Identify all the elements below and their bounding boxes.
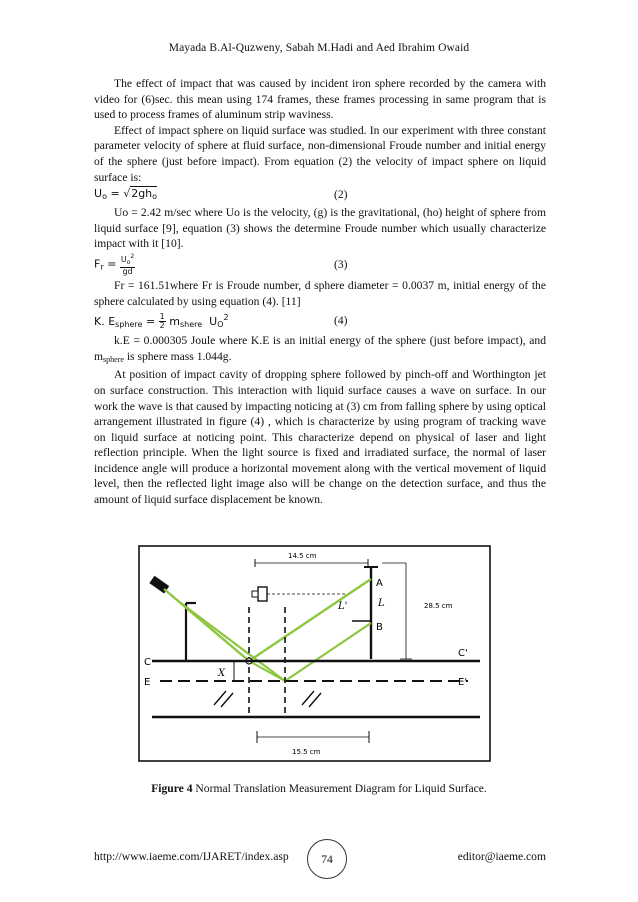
paragraph-4: Fr = 161.51where Fr is Froude number, d sphere diameter = 0.0037 m, initial energy of the sphere calculated by using equation (4). [11]	[94, 278, 546, 308]
eq2-lhs-sub: o	[102, 191, 107, 201]
label-C-prime: C'	[458, 648, 468, 659]
eq2-equals: =	[106, 186, 124, 200]
eq4-den: 2	[159, 321, 165, 331]
eq2-lhs: U	[94, 186, 103, 200]
eq4-equals: =	[142, 314, 159, 328]
p5-text-a: k.E = 0.000305 Joule where K.E is an initial energy of the sphere (just before impact), and m	[94, 334, 546, 363]
label-L-prime: L'	[338, 601, 348, 612]
label-E: E	[144, 677, 151, 688]
eq4-lhs-sub: sphere	[115, 319, 143, 329]
eq3-num-sub: o	[126, 259, 131, 267]
equation-4	[94, 310, 546, 332]
footer-email[interactable]: editor@iaeme.com	[457, 850, 546, 863]
figure-caption	[0, 782, 638, 795]
eq3-equals: =	[103, 257, 120, 271]
eq4-u: U	[202, 314, 218, 328]
eq2-rad-sub: o	[152, 191, 158, 201]
sqrt-symbol: √	[123, 186, 131, 200]
right-dim-label: 28.5 cm	[424, 602, 453, 610]
eq4-number: (4)	[334, 314, 348, 328]
eq4-fraction	[159, 313, 166, 330]
eq2-radicand	[130, 186, 157, 200]
eq3-num: U	[120, 255, 127, 265]
paragraph-6: At position of impact cavity of dropping sphere followed by pinch-off and Worthington jet on surface construction. This interaction with liquid surface causes a wave on surface. In our work the wave is that caused by impacting noticing at (3) cm from falling sphere by using optical arrangement illustrated in figure (4) , which is characterize by using program of tracking wave on liquid surface at noticing point. This characterize depend on physical of laser and light reflection principle. When the light source is fixed and irradiated surface, the normal of laser incidence angle will produce a horizontal movement along with the vertical movement of liquid level, then the reflected light image also will be change on the detection surface, and thus the amount of liquid surface displacement be known.	[94, 368, 546, 507]
diagram-svg	[138, 545, 491, 762]
footer-url[interactable]: http://www.iaeme.com/IJARET/index.asp	[94, 850, 289, 863]
eq3-den: gd	[122, 267, 133, 277]
eq4-u-sub: O	[217, 319, 224, 329]
eq2-rad: 2gh	[131, 186, 153, 200]
eq3-num-sup: 2	[130, 253, 135, 261]
eq3-fraction	[120, 253, 135, 276]
p5-sub: sphere	[103, 354, 124, 364]
bottom-dim-label: 15.5 cm	[292, 748, 321, 756]
label-L: L	[378, 598, 385, 609]
label-A: A	[376, 578, 383, 589]
eq4-m-sub: shere	[179, 319, 203, 329]
page-number: 74	[307, 839, 347, 879]
equation-3	[94, 253, 546, 277]
eq3-number: (3)	[334, 258, 348, 272]
running-header: Mayada B.Al-Quzweny, Sabah M.Hadi and Aed Ibrahim Owaid	[168, 42, 470, 54]
label-E-prime: E'	[458, 677, 468, 688]
eq4-u-sup: 2	[223, 312, 229, 322]
eq4-m: m	[165, 314, 180, 328]
eq4-num: 1	[159, 312, 165, 322]
top-dim-label: 14.5 cm	[288, 552, 317, 560]
camera-icon	[258, 587, 267, 601]
body-text	[94, 76, 546, 508]
p5-text-b: is sphere mass 1.044g.	[123, 349, 232, 363]
label-B: B	[376, 622, 383, 633]
caption-label: Figure 4	[151, 782, 193, 795]
paragraph-3: Uo = 2.42 m/sec where Uo is the velocity, (g) is the gravitational, (ho) height of sphere from liquid surface [9], equation (3) shows the determine Froude number which usually characterize impact with it [10].	[94, 206, 546, 251]
caption-text: Normal Translation Measurement Diagram for Liquid Surface.	[192, 782, 487, 795]
label-X: X	[218, 668, 226, 679]
figure-4-diagram	[138, 545, 491, 762]
paragraph-5	[94, 333, 546, 367]
eq4-lhs: K. E	[94, 314, 116, 328]
figure-frame	[139, 546, 490, 761]
equation-2	[94, 186, 546, 204]
label-C: C	[144, 657, 151, 668]
paragraph-1: The effect of impact that was caused by incident iron sphere recorded by the camera with video for (6)sec. this mean using 174 frames, these frames processing in same program that is used to process frames of aluminum strip waviness.	[94, 77, 546, 122]
eq3-lhs: F	[94, 257, 101, 271]
camera-lens-icon	[252, 591, 258, 597]
eq2-number: (2)	[334, 188, 348, 202]
paragraph-2: Effect of impact sphere on liquid surface was studied. In our experiment with three constant parameter velocity of sphere at fluid surface, non-dimensional Froude number and initial energy of the sphere (just before impact). From equation (2) the velocity of impact sphere on liquid surface is:	[94, 123, 546, 184]
eq3-lhs-sub: r	[100, 262, 104, 272]
